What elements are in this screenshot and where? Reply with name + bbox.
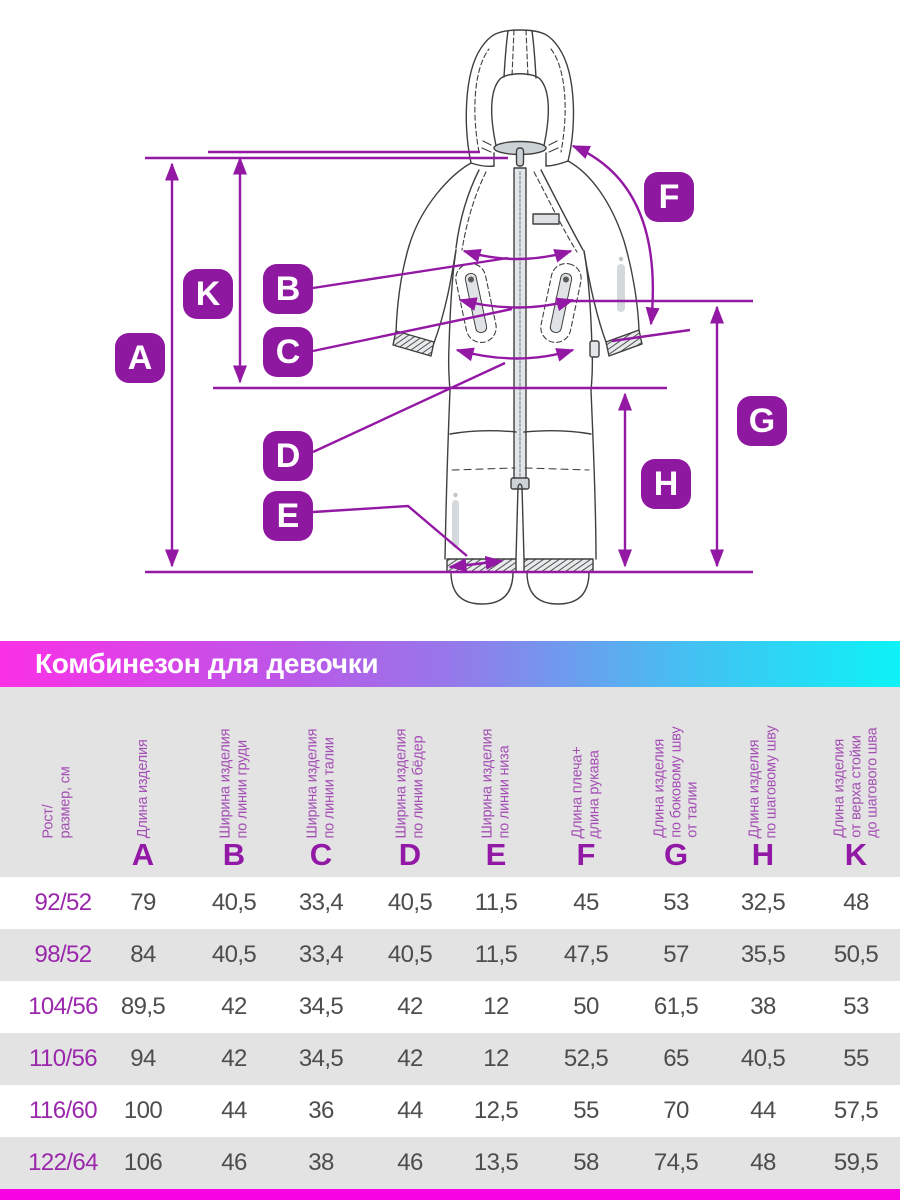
garment-outline <box>393 30 642 604</box>
value-cell: 38 <box>308 1149 334 1176</box>
value-cell: 59,5 <box>833 1149 879 1176</box>
size-cell: 98/52 <box>34 941 92 968</box>
value-cell: 13,5 <box>473 1149 519 1176</box>
value-cell: 40,5 <box>740 1045 786 1072</box>
bottom-accent-bar <box>0 1189 900 1200</box>
measure-badge-C: C <box>263 327 313 377</box>
size-cell: 92/52 <box>34 889 92 916</box>
value-cell: 36 <box>308 1097 334 1124</box>
size-cell: 110/56 <box>28 1045 98 1072</box>
measure-badge-G: G <box>737 396 787 446</box>
value-cell: 100 <box>123 1097 163 1124</box>
value-cell: 48 <box>750 1149 776 1176</box>
value-cell: 47,5 <box>563 941 609 968</box>
value-cell: 53 <box>843 993 869 1020</box>
measure-badge-A: A <box>115 333 165 383</box>
measure-badge-E: E <box>263 491 313 541</box>
value-cell: 33,4 <box>298 889 344 916</box>
value-cell: 53 <box>663 889 689 916</box>
value-cell: 12 <box>483 993 509 1020</box>
value-cell: 57 <box>663 941 689 968</box>
value-cell: 61,5 <box>653 993 699 1020</box>
value-cell: 50 <box>573 993 599 1020</box>
column-header-desc-D: Ширина изделия по линии бёдер <box>393 728 426 838</box>
table-row-110/56 <box>0 1033 900 1085</box>
value-cell: 74,5 <box>653 1149 699 1176</box>
value-cell: 35,5 <box>740 941 786 968</box>
value-cell: 40,5 <box>211 889 257 916</box>
column-header-letter-G: G <box>663 837 689 872</box>
table-row-122/64 <box>0 1137 900 1189</box>
value-cell: 38 <box>750 993 776 1020</box>
measure-badge-H: H <box>641 459 691 509</box>
value-cell: 44 <box>750 1097 776 1124</box>
value-cell: 40,5 <box>387 941 433 968</box>
value-cell: 65 <box>663 1045 689 1072</box>
column-header-letter-E: E <box>485 837 507 872</box>
column-header-desc-K: Длина изделия от верха стойки до шагового шва <box>831 727 881 838</box>
value-cell: 12,5 <box>473 1097 519 1124</box>
column-header-letter-K: K <box>844 837 868 872</box>
column-header-letter-B: B <box>222 837 246 872</box>
column-header-letter-F: F <box>576 837 596 872</box>
value-cell: 44 <box>221 1097 247 1124</box>
value-cell: 94 <box>130 1045 156 1072</box>
value-cell: 70 <box>663 1097 689 1124</box>
value-cell: 12 <box>483 1045 509 1072</box>
value-cell: 44 <box>397 1097 423 1124</box>
value-cell: 34,5 <box>298 1045 344 1072</box>
value-cell: 42 <box>221 1045 247 1072</box>
table-row-98/52 <box>0 929 900 981</box>
size-cell: 104/56 <box>28 993 98 1020</box>
value-cell: 55 <box>573 1097 599 1124</box>
column-header-desc-A: Длина изделия <box>134 739 151 838</box>
value-cell: 40,5 <box>387 889 433 916</box>
chart-title-bar <box>0 641 900 687</box>
value-cell: 58 <box>573 1149 599 1176</box>
value-cell: 46 <box>221 1149 247 1176</box>
value-cell: 33,4 <box>298 941 344 968</box>
column-header-desc-G: Длина изделия по боковому шву от талии <box>651 726 701 838</box>
column-header-desc-C: Ширина изделия по линии талии <box>304 728 337 838</box>
value-cell: 42 <box>221 993 247 1020</box>
value-cell: 106 <box>123 1149 163 1176</box>
column-header-letter-A: A <box>131 837 155 872</box>
value-cell: 79 <box>130 889 156 916</box>
value-cell: 84 <box>130 941 156 968</box>
value-cell: 46 <box>397 1149 423 1176</box>
size-cell: 122/64 <box>28 1149 98 1176</box>
value-cell: 32,5 <box>740 889 786 916</box>
column-header-letter-D: D <box>398 837 422 872</box>
chart-title: Комбинезон для девочки <box>35 648 379 679</box>
value-cell: 11,5 <box>474 941 518 968</box>
column-header-desc-E: Ширина изделия по линии низа <box>479 728 512 838</box>
value-cell: 11,5 <box>474 889 518 916</box>
value-cell: 48 <box>843 889 869 916</box>
column-header-desc-F: Длина плеча+ длина рукава <box>569 745 602 838</box>
value-cell: 42 <box>397 993 423 1020</box>
value-cell: 57,5 <box>833 1097 879 1124</box>
value-cell: 42 <box>397 1045 423 1072</box>
table-row-92/52 <box>0 877 900 929</box>
column-header-desc-B: Ширина изделия по линии груди <box>217 728 250 838</box>
measure-badge-F: F <box>644 172 694 222</box>
column-header-desc-H: Длина изделия по шаговому шву <box>746 725 779 838</box>
table-row-116/60 <box>0 1085 900 1137</box>
value-cell: 52,5 <box>563 1045 609 1072</box>
value-cell: 89,5 <box>120 993 166 1020</box>
value-cell: 55 <box>843 1045 869 1072</box>
size-cell: 116/60 <box>28 1097 98 1124</box>
column-header-letter-H: H <box>751 837 775 872</box>
value-cell: 50,5 <box>833 941 879 968</box>
size-column-header: Рост/ размер, см <box>40 766 73 838</box>
value-cell: 45 <box>573 889 599 916</box>
measure-badge-D: D <box>263 431 313 481</box>
value-cell: 40,5 <box>211 941 257 968</box>
table-row-104/56 <box>0 981 900 1033</box>
measure-badge-B: B <box>263 264 313 314</box>
column-header-letter-C: C <box>309 837 333 872</box>
measure-badge-K: K <box>183 269 233 319</box>
value-cell: 34,5 <box>298 993 344 1020</box>
